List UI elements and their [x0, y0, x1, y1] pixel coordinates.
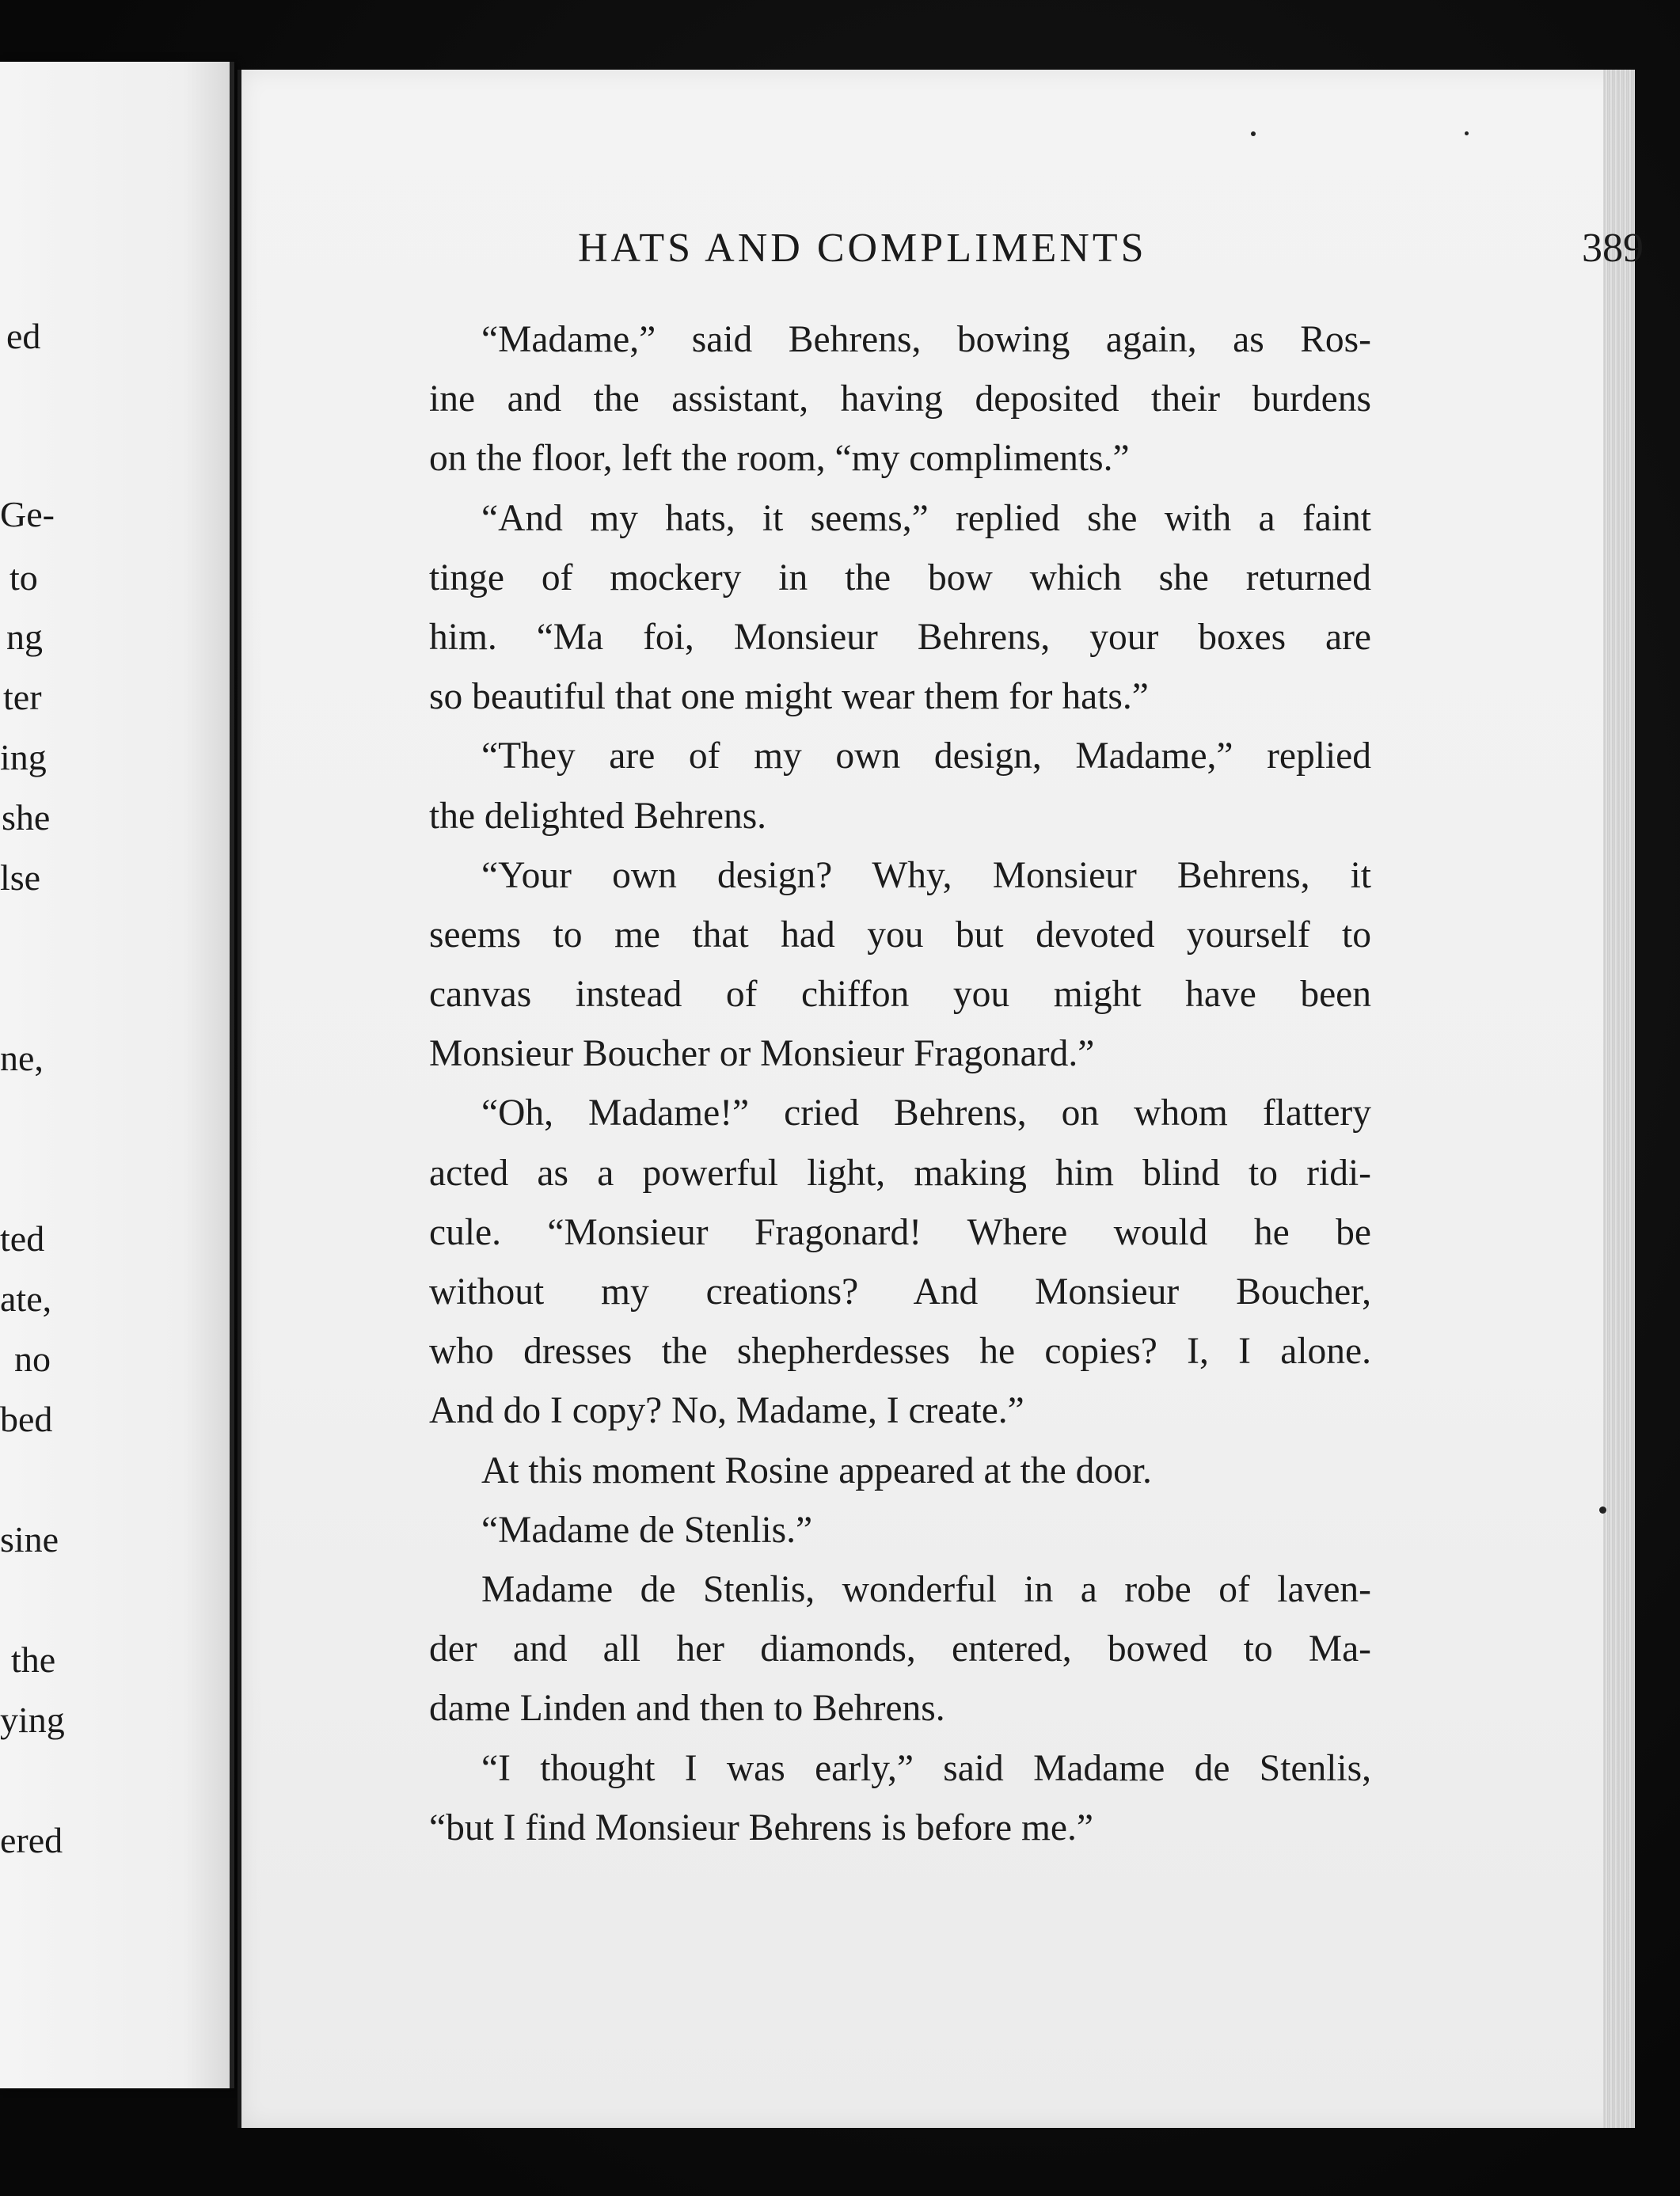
text-line: acted as a powerful light, making him blind to ridi-: [429, 1152, 1371, 1194]
left-page-fragment: ing: [0, 737, 47, 777]
left-page-fragment: lse: [0, 857, 41, 898]
left-page-fragment: the: [11, 1639, 56, 1680]
text-line: “Madame de Stenlis.”: [481, 1509, 813, 1551]
left-page-fragment: Ge-: [0, 494, 55, 534]
text-line: who dresses the shepherdesses he copies? I, I alone.: [429, 1331, 1371, 1373]
left-page-fragment: to: [10, 557, 38, 598]
text-line: without my creations? And Monsieur Boucher,: [429, 1271, 1371, 1313]
scan-speck: [1251, 131, 1256, 136]
scan-speck: [1599, 1506, 1606, 1514]
text-line: Monsieur Boucher or Monsieur Fragonard.”: [429, 1033, 1095, 1075]
book-page: [238, 70, 1644, 2128]
text-line: der and all her diamonds, entered, bowed to Ma-: [429, 1628, 1371, 1670]
text-line: At this moment Rosine appeared at the door.: [481, 1449, 1152, 1491]
text-line: “but I find Monsieur Behrens is before me.”: [429, 1807, 1093, 1848]
text-line: And do I copy? No, Madame, I create.”: [429, 1390, 1024, 1432]
left-page-fragment: no: [14, 1339, 51, 1379]
text-line: him. “Ma foi, Monsieur Behrens, your boxes are: [429, 616, 1371, 658]
text-line: cule. “Monsieur Fragonard! Where would he be: [429, 1211, 1371, 1253]
text-line: dame Linden and then to Behrens.: [429, 1688, 945, 1730]
text-line: ine and the assistant, having deposited their burdens: [429, 378, 1371, 420]
running-head: [578, 225, 1644, 272]
left-page-fragment: ed: [6, 316, 41, 356]
text-line: so beautiful that one might wear them for hats.”: [429, 676, 1149, 718]
left-page-fragment: ne,: [0, 1038, 44, 1078]
left-page-fragment: bed: [0, 1399, 53, 1439]
text-line: canvas instead of chiffon you might have been: [429, 974, 1371, 1016]
page-edge: [1603, 70, 1635, 2128]
body-text: [429, 310, 1371, 1858]
text-line: “Madame,” said Behrens, bowing again, as Ros-: [481, 319, 1371, 360]
text-line: “Your own design? Why, Monsieur Behrens, it: [481, 854, 1371, 896]
text-line: seems to me that had you but devoted yourself to: [429, 914, 1371, 956]
text-line: “Oh, Madame!” cried Behrens, on whom flattery: [481, 1092, 1371, 1134]
text-line: “They are of my own design, Madame,” replied: [481, 735, 1371, 777]
left-page-fragment: ted: [0, 1218, 45, 1259]
page-number: 389: [1582, 226, 1644, 271]
text-line: “I thought I was early,” said Madame de Stenlis,: [481, 1747, 1371, 1789]
text-line: on the floor, left the room, “my compliments.”: [429, 438, 1130, 480]
left-page-fragment: ered: [0, 1820, 63, 1860]
left-page-fragment: ter: [3, 677, 42, 717]
page-running-title: HATS AND COMPLIMENTS: [578, 226, 1147, 271]
left-page-fragment: sine: [0, 1519, 59, 1560]
text-line: tinge of mockery in the bow which she returned: [429, 557, 1371, 598]
left-page-fragment: ng: [6, 617, 43, 657]
left-page-fragment: ate,: [0, 1278, 52, 1319]
left-page-fragment: ying: [0, 1700, 65, 1740]
left-page-fragment: she: [2, 797, 51, 838]
text-line: the delighted Behrens.: [429, 795, 767, 837]
facing-page-left: [0, 62, 234, 2088]
text-line: “And my hats, it seems,” replied she with a faint: [481, 497, 1371, 539]
text-line: Madame de Stenlis, wonderful in a robe of laven-: [481, 1568, 1371, 1610]
scan-speck: [1465, 131, 1469, 135]
